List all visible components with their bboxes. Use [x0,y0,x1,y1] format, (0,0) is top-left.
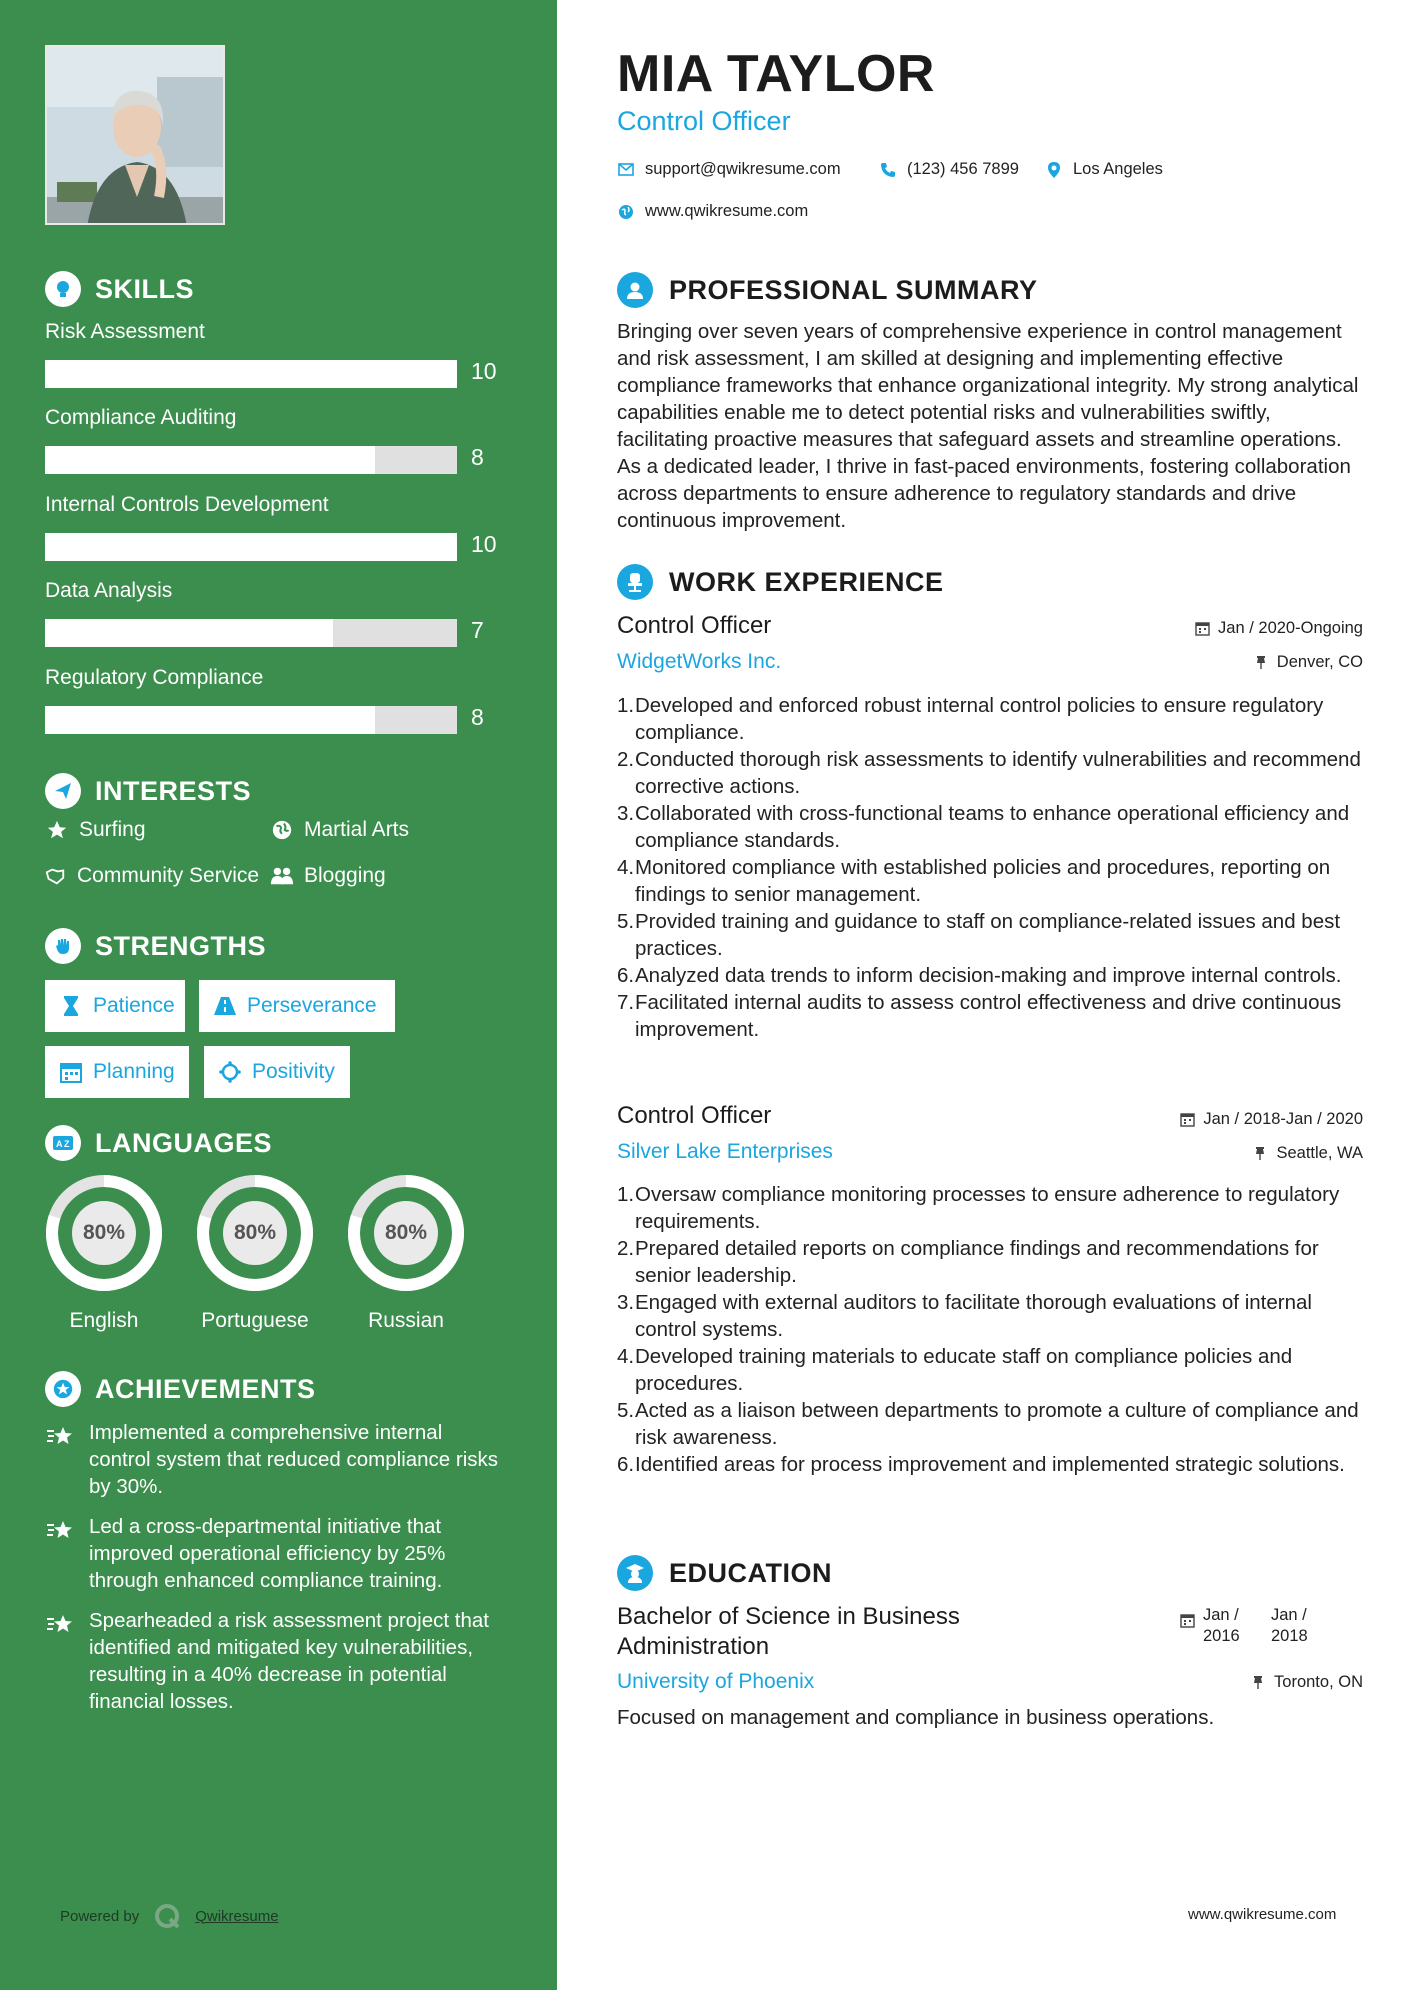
profile-photo [45,45,225,225]
contact-location: Los Angeles [1045,160,1163,179]
job-title: Control Officer [617,612,772,639]
graduate-icon [617,1555,653,1591]
strength-tag: Planning [45,1046,189,1098]
achievement-item: Led a cross-departmental initiative that improved operational efficiency by 25% through enhanced compliance training. [45,1513,505,1594]
skill-item: Risk Assessment 10 [45,320,515,344]
summary-text: Bringing over seven years of comprehensive experience in control management and risk assessment, I am skilled at designing and implementing effective compliance frameworks that enhance organizational integrity. My strong analytical capabilities enable me to detect potential risks and vulnerabilities swiftly, facilitating proactive measures that safeguard assets and streamline operations. As a dedicated leader, I thrive in fast-paced environments, fostering collaboration across departments to ensure adherence to regulatory standards and drive continuous improvement. [617,320,1359,532]
education-description: Focused on management and compliance in business operations. [617,1706,1215,1729]
skill-bar-fill [45,619,333,647]
interest-item: Martial Arts [270,818,409,842]
skill-bar-fill [45,446,375,474]
job-bullet: 6. Analyzed data trends to inform decision-making and improve internal controls. [617,964,1342,987]
skill-bar [45,706,457,734]
interest-item: Surfing [45,818,146,842]
pushpin-icon [1252,1146,1268,1162]
strength-tag: Positivity [204,1046,350,1098]
globe-icon [617,203,635,221]
education-school: University of Phoenix [617,1670,815,1693]
job-bullet: 4. Developed training materials to educate staff on compliance policies and procedures. [617,1345,1293,1395]
education-heading: EDUCATION [617,1555,832,1591]
road-icon [213,994,237,1018]
job-company: WidgetWorks Inc. [617,650,782,673]
lightbulb-icon [45,271,81,307]
calendar-icon [1180,1613,1195,1647]
achievement-item: Spearheaded a risk assessment project that identified and mitigated key vulnerabilities, resulting in a 40% decrease in potential financial losses. [45,1607,505,1715]
shooting-star-icon [45,1609,75,1639]
job-bullets [617,1181,1363,1478]
calendar-icon [1179,1112,1195,1128]
qwikresume-logo-icon [153,1902,181,1930]
job-location: Seattle, WA [1252,1144,1363,1163]
skill-item: Regulatory Compliance 8 [45,666,515,690]
skill-bar [45,533,457,561]
education-degree: Bachelor of Science in Business Administration [617,1603,960,1660]
pushpin-icon [1253,655,1269,671]
hourglass-icon [59,994,83,1018]
job-bullet: 2. Conducted thorough risk assessments to identify vulnerabilities and recommend corrective actions. [617,748,1361,798]
job-dates: Jan / 2020-Ongoing [1194,619,1363,638]
handshake-icon [43,864,67,888]
education-end-date: Jan / 2018 [1271,1606,1308,1645]
experience-heading: WORK EXPERIENCE [617,564,944,600]
job-bullet: 1. Oversaw compliance monitoring processes to ensure adherence to regulatory requirements. [617,1183,1340,1233]
candidate-name: MIA TAYLOR [617,45,935,103]
job-bullet: 7. Facilitated internal audits to assess control effectiveness and drive continuous improvement. [617,991,1342,1041]
sidebar [0,0,557,1990]
skill-item: Data Analysis 7 [45,579,515,603]
language-item: 80% Russian [346,1173,466,1333]
strength-tag: Patience [45,980,185,1032]
contact-email[interactable]: support@qwikresume.com [617,160,841,179]
job-dates: Jan / 2018-Jan / 2020 [1179,1110,1363,1129]
job-bullet: 5. Acted as a liaison between departments to promote a culture of compliance and risk awareness. [617,1399,1359,1449]
star-badge-icon [45,1371,81,1407]
hand-icon [45,928,81,964]
summary-heading: PROFESSIONAL SUMMARY [617,272,1038,308]
map-pin-icon [1045,161,1063,179]
education-dates [1180,1605,1331,1647]
translate-icon [45,1125,81,1161]
contact-phone[interactable]: (123) 456 7899 [879,160,1019,179]
qwikresume-link[interactable]: Qwikresume [195,1907,279,1925]
interests-heading: INTERESTS [45,773,251,809]
interest-item: Community Service [43,864,259,888]
shooting-star-icon [45,1515,75,1545]
paper-plane-icon [45,773,81,809]
language-ring: 80% [346,1173,466,1293]
language-item: 80% Portuguese [195,1173,315,1333]
globe-icon [270,818,294,842]
users-icon [270,864,294,888]
svg-text:Z: Z [64,1139,70,1149]
contact-website[interactable]: www.qwikresume.com [617,202,808,221]
skill-item: Internal Controls Development 10 [45,493,515,517]
job-bullet: 6. Identified areas for process improvement and implemented strategic solutions. [617,1453,1345,1476]
pushpin-icon [1250,1675,1266,1691]
job-title: Control Officer [617,1102,772,1129]
interest-item: Blogging [270,864,386,888]
office-chair-icon [617,564,653,600]
job-bullet: 4. Monitored compliance with established policies and procedures, reporting on findings to senior management. [617,856,1331,906]
job-bullets [617,692,1363,1043]
job-bullet: 1. Developed and enforced robust internal control policies to ensure regulatory compliance. [617,694,1324,744]
language-ring: 80% [44,1173,164,1293]
skill-bar-fill [45,360,457,388]
education-location: Toronto, ON [1250,1673,1363,1692]
user-icon [617,272,653,308]
sun-icon [218,1060,242,1084]
powered-by: Powered by Qwikresume [60,1902,279,1930]
skill-bar-fill [45,706,375,734]
skill-bar [45,360,457,388]
achievements-heading: ACHIEVEMENTS [45,1371,316,1407]
education-start-date: Jan / 2016 [1203,1606,1240,1645]
job-company: Silver Lake Enterprises [617,1140,833,1163]
skill-bar [45,446,457,474]
job-bullet: 3. Engaged with external auditors to facilitate thorough evaluations of internal control systems. [617,1291,1312,1341]
skill-bar-fill [45,533,457,561]
envelope-icon [617,161,635,179]
strength-tag: Perseverance [199,980,395,1032]
footer-website-link[interactable]: www.qwikresume.com [1188,1906,1337,1923]
shooting-star-icon [45,1421,75,1451]
phone-icon [879,161,897,179]
languages-heading: A Z LANGUAGES [45,1125,272,1161]
language-item: 80% English [44,1173,164,1333]
job-location: Denver, CO [1253,653,1363,672]
job-bullet: 3. Collaborated with cross-functional teams to enhance operational efficiency and compliance standards. [617,802,1350,852]
calendar-icon [59,1060,83,1084]
candidate-role: Control Officer [617,106,791,136]
svg-text:A: A [56,1139,63,1149]
skill-bar [45,619,457,647]
skills-heading: SKILLS [45,271,194,307]
job-bullet: 2. Prepared detailed reports on compliance findings and recommendations for senior leadership. [617,1237,1319,1287]
job-bullet: 5. Provided training and guidance to staff on compliance-related issues and best practices. [617,910,1341,960]
achievement-item: Implemented a comprehensive internal control system that reduced compliance risks by 30%. [45,1419,505,1500]
calendar-icon [1194,621,1210,637]
star-icon [45,818,69,842]
language-ring: 80% [195,1173,315,1293]
strengths-heading: STRENGTHS [45,928,266,964]
skill-item: Compliance Auditing 8 [45,406,515,430]
